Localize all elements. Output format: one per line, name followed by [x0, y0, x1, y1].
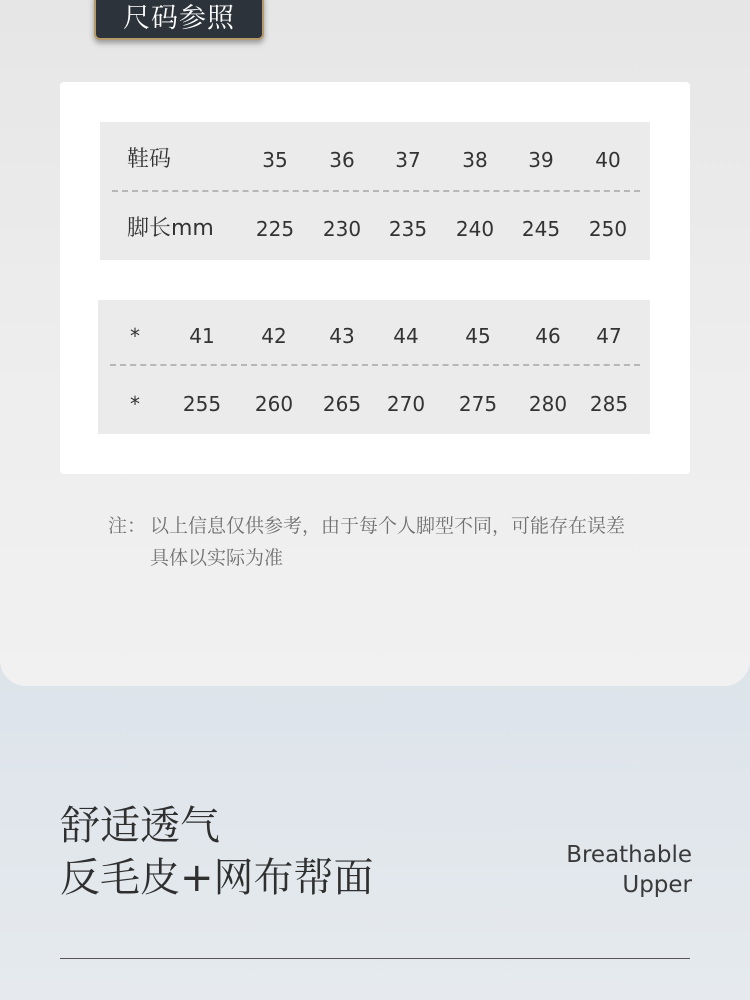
feature-english-line: Upper [622, 872, 692, 898]
size-table-small [100, 122, 650, 260]
length-cell: 235 [388, 217, 428, 241]
size-cell: 37 [395, 148, 421, 172]
length-cell: 250 [588, 217, 628, 241]
size-cell: 46 [535, 324, 561, 348]
note-line: 具体以实际为准 [150, 547, 284, 569]
size-cell: 44 [393, 324, 419, 348]
feature-english-line: Breathable [566, 842, 692, 868]
size-table-large [98, 300, 650, 434]
section-divider-line [60, 958, 690, 959]
note-prefix: 注： [108, 515, 147, 537]
length-cell: 275 [458, 392, 498, 416]
size-cell: 42 [261, 324, 287, 348]
size-cell: 47 [596, 324, 622, 348]
length-cell: 260 [254, 392, 294, 416]
length-cell: 245 [521, 217, 561, 241]
feature-english-caption [566, 840, 692, 900]
length-cell: 280 [528, 392, 568, 416]
length-cell: 240 [455, 217, 495, 241]
length-cell: 285 [589, 392, 629, 416]
size-guide-badge: 尺码参照 [94, 0, 264, 40]
dashed-divider [112, 190, 640, 192]
length-cell: 225 [255, 217, 295, 241]
size-cell: 35 [262, 148, 288, 172]
size-cell: 38 [462, 148, 488, 172]
length-cell: 265 [322, 392, 362, 416]
asterisk-label: * [130, 392, 140, 416]
shoe-size-row [100, 130, 650, 190]
foot-length-row [98, 374, 650, 434]
foot-length-row [100, 199, 650, 259]
note-line: 以上信息仅供参考，由于每个人脚型不同，可能存在误差 [150, 515, 626, 537]
size-cell: 36 [329, 148, 355, 172]
size-cell: 45 [465, 324, 491, 348]
size-cell: 41 [189, 324, 215, 348]
foot-length-label: 脚长mm [127, 216, 214, 241]
size-chart-card [60, 82, 690, 474]
length-cell: 270 [386, 392, 426, 416]
asterisk-label: * [130, 324, 140, 348]
note-body [150, 510, 670, 574]
size-cell: 40 [595, 148, 621, 172]
dashed-divider [110, 364, 640, 366]
feature-title-line: 反毛皮+网布帮面 [60, 855, 374, 901]
size-cell: 39 [528, 148, 554, 172]
length-cell: 255 [182, 392, 222, 416]
feature-title-line: 舒适透气 [60, 803, 220, 849]
shoe-size-label: 鞋码 [127, 147, 172, 172]
feature-title [60, 800, 374, 904]
shoe-size-row [98, 306, 650, 366]
size-cell: 43 [329, 324, 355, 348]
length-cell: 230 [322, 217, 362, 241]
